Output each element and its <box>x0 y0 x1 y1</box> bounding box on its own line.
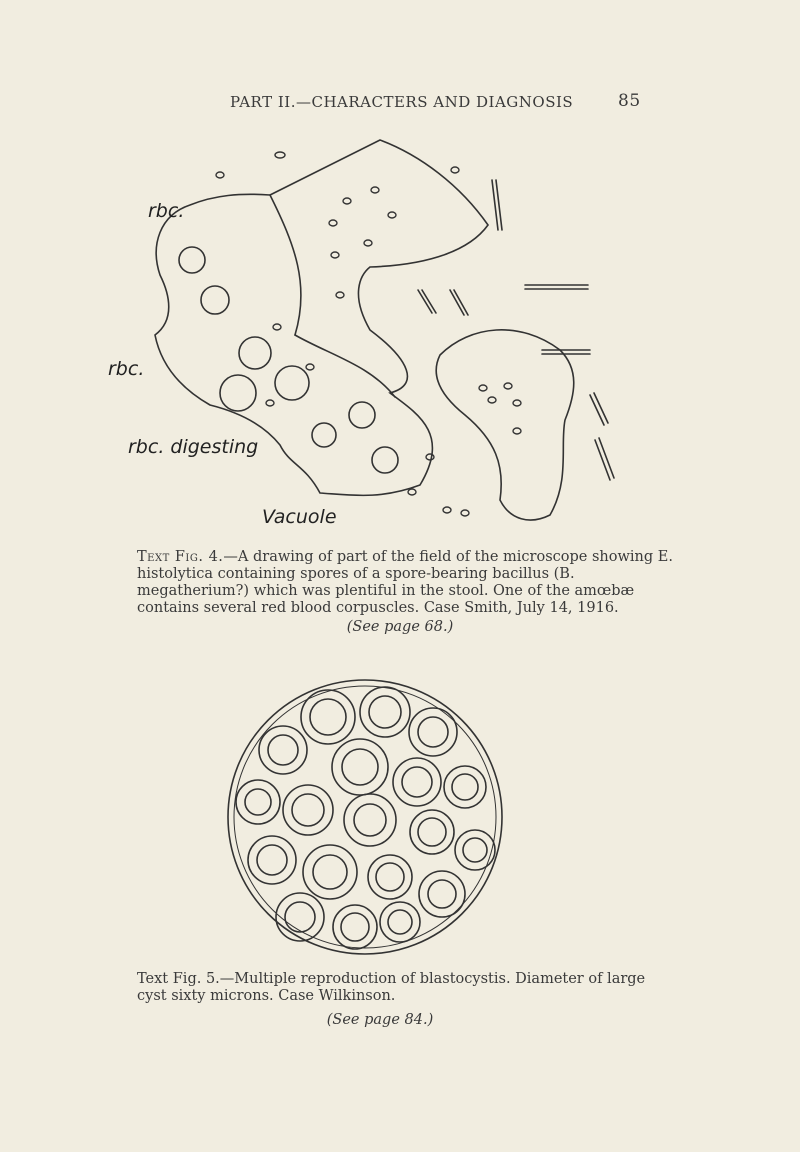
running-head <box>0 93 800 117</box>
figure-5-caption <box>137 971 677 1005</box>
small-amoeba-outline <box>436 330 574 520</box>
large-cyst-outline <box>228 680 502 954</box>
figure-5-blastocystis-drawing <box>220 672 510 962</box>
rbc-cell <box>201 286 229 314</box>
rbc-cell <box>179 247 205 273</box>
figure-5-caption-body: —Multiple reproduction of blastocystis. Diameter of large cyst sixty microns. Case Wilkinson. <box>137 971 646 1004</box>
label-rbc-top: rbc. <box>148 200 185 222</box>
rbc-cell <box>239 337 271 369</box>
running-head-title: PART II.—CHARACTERS AND DIAGNOSIS <box>230 93 574 111</box>
figure-4-see-page: (See page 68.) <box>346 619 454 635</box>
rbc-cell <box>275 366 309 400</box>
rbc-cell <box>220 375 256 411</box>
figure-4-caption-body: —A drawing of part of the field of the microscope showing E. histolytica containing spores of a spore-bearing bacillus (B. megatherium?) which was plentiful in the stool. One of the amœbæ contains several red blood corpuscles. Case Smith, July 14, 1916. <box>137 549 673 616</box>
figure-4-caption-prefix: Text Fig. 4. <box>137 549 224 565</box>
label-rbc-digesting: rbc. digesting <box>128 436 259 458</box>
figure-4-caption <box>137 549 677 617</box>
figure-5-see-page: (See page 84.) <box>326 1012 434 1028</box>
rbc-cell <box>349 402 375 428</box>
page-number: 85 <box>618 91 641 111</box>
label-rbc-left: rbc. <box>108 358 145 380</box>
label-vacuole: Vacuole <box>262 506 337 528</box>
vacuole <box>372 447 398 473</box>
figure-5-caption-prefix: Text Fig. 5. <box>137 971 220 987</box>
rbc-digesting-cell <box>312 423 336 447</box>
figure-4-amoeba-drawing <box>108 135 640 540</box>
